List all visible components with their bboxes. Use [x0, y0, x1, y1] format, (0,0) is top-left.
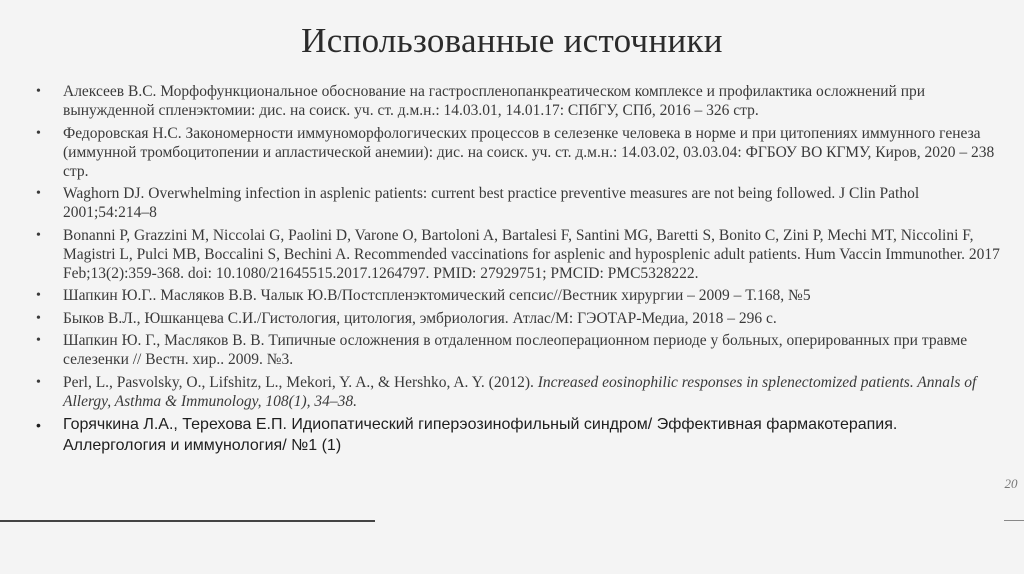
- reference-item: [34, 286, 1004, 305]
- reference-text: Быков В.Л., Юшканцева С.И./Гистология, цитология, эмбриология. Атлас/М: ГЭОТАР-Медиа, 2018 – 296 с.: [63, 309, 777, 327]
- bullet-icon: •: [36, 333, 41, 348]
- bullet-icon: •: [36, 417, 41, 433]
- reference-text: Bonanni P, Grazzini M, Niccolai G, Paolini D, Varone O, Bartoloni A, Bartalesi F, Santini MG, Baretti S, Bonito C, Zini P, Mechi MT, Niccolini F, Magistri L, Pulci MB, Boccalini S, Bechini A. Recommended vaccinations for asplenic and hyposplenic adult patients. Hum Vaccin Immunother. 2017 Feb;13(2):359-368. doi: 10.1080/21645515.2017.1264797. PMID: 27929751; PMCID: PMC5328222.: [63, 226, 1000, 283]
- reference-item: [34, 82, 1004, 120]
- reference-item: [34, 309, 1004, 328]
- bullet-icon: •: [36, 227, 41, 243]
- reference-item: [34, 184, 1004, 222]
- slide-title: Использованные источники: [301, 21, 723, 60]
- reference-text: Горячкина Л.А., Терехова Е.П. Идиопатический гиперэозинофильный синдром/ Эффективная фармакотерапия. Аллергология и иммунология/ №1 (1): [63, 416, 898, 454]
- reference-item: [34, 331, 1004, 369]
- page-number: 20: [1004, 476, 1018, 491]
- reference-text: Шапкин Ю.Г.. Масляков В.В. Чалык Ю.В/Постспленэктомический сепсис//Вестник хирургии – 2009 – Т.168, №5: [63, 287, 811, 305]
- reference-text: Алексеев В.С. Морфофункциональное обоснование на гастроспленопанкреатическом комплексе и профилактика осложнений при вынужденной спленэктомии: дис. на соиск. уч. ст. д.м.н.: 14.03.01, 14.01.17: СПбГУ, СПб, 2016 – 326 стр.: [63, 83, 926, 120]
- reference-item: [34, 226, 1004, 284]
- footer-divider: [0, 520, 375, 522]
- reference-text: Perl, L., Pasvolsky, O., Lifshitz, L., Mekori, Y. A., & Hershko, A. Y. (2012).: [63, 373, 538, 391]
- bullet-icon: •: [36, 125, 41, 141]
- reference-item: [34, 373, 1004, 411]
- reference-text: Шапкин Ю. Г., Масляков В. В. Типичные осложнения в отдаленном послеоперационном периоде у больных, оперированных при травме селезенки // Вестн. хир.. 2009. №3.: [63, 332, 968, 369]
- reference-text: Федоровская Н.С. Закономерности иммуноморфологических процессов в селезенке человека в норме и при цитопениях иммунного генеза (иммунной тромбоцитопении и апластической анемии): дис. на соиск. уч. ст. д.м.н.: 14.03.02, 03.03.04: ФГБОУ ВО КГМУ, Киров, 2020 – 238 стр.: [63, 124, 995, 180]
- bullet-icon: •: [36, 288, 41, 304]
- reference-item: [34, 124, 1004, 182]
- reference-text: Waghorn DJ. Overwhelming infection in asplenic patients: current best practice preventive measures are not being followed. J Clin Pathol 2001;54:214–8: [63, 185, 920, 222]
- bullet-icon: •: [36, 310, 41, 326]
- reference-item: [34, 414, 1004, 456]
- footer-divider-right: [1004, 520, 1024, 521]
- bullet-icon: •: [36, 186, 41, 202]
- bullet-icon: •: [36, 84, 41, 99]
- reference-italic-text: Increased eosinophilic responses in splenectomized patients. Annals of Allergy, Asthma & Immunology, 108(1), 34–38.: [63, 373, 977, 410]
- bullet-icon: •: [36, 374, 41, 390]
- references-list: [34, 82, 1004, 459]
